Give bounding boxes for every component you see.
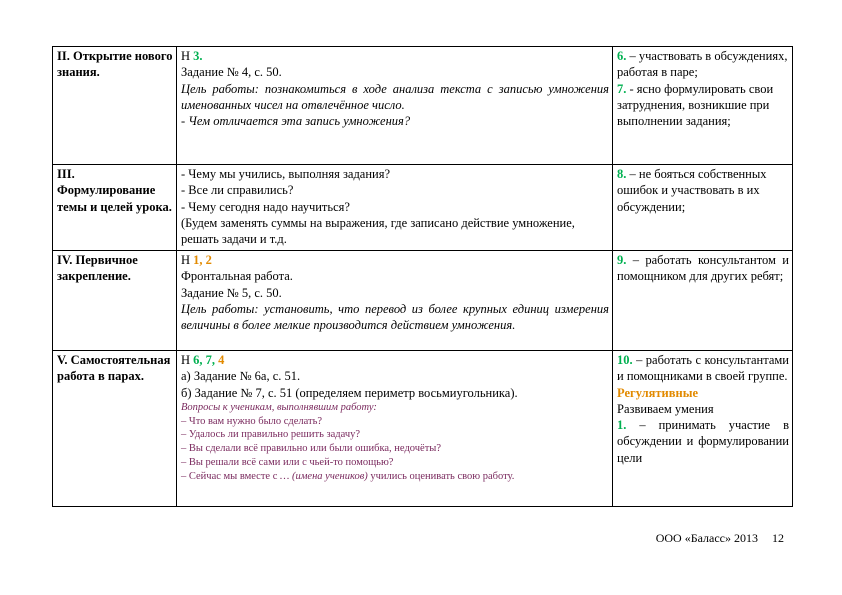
task-number: 1, 2 xyxy=(193,253,212,267)
uud-item xyxy=(617,48,789,81)
uud-text: – работать с консультантами и помощниками в своей группе. xyxy=(617,353,789,384)
stage-label: V. Самостоятельная работа в парах. xyxy=(57,353,171,384)
task-header xyxy=(181,352,609,368)
assignment-line: б) Задание № 7, с. 51 (определяем периметр восьмиугольника). xyxy=(181,385,518,400)
uud-text: – принимать участие в обсуждении и формулировании цели xyxy=(617,418,789,465)
list-item: – Что вам нужно было сделать? xyxy=(181,415,323,427)
page-number: 12 xyxy=(772,531,784,545)
question-part: – Сейчас мы вместе с xyxy=(181,470,281,482)
question-line: - Чем отличается эта запись умножения? xyxy=(181,114,411,129)
uud-number: 7. xyxy=(617,81,627,96)
uud-cell xyxy=(613,251,793,351)
uud-text: – участвовать в обсуждениях, работая в паре; xyxy=(617,49,788,80)
uud-cell xyxy=(613,351,793,507)
stage-cell xyxy=(53,351,177,507)
answer-note: (Будем заменять суммы на выражения, где записано действие умножение, решать задачи и т.д. xyxy=(181,215,575,247)
list-item: – Вы решали всё сами или с чьей-то помощью? xyxy=(181,457,394,469)
list-item: – Удалось ли правильно решить задачу? xyxy=(181,429,361,441)
content-cell xyxy=(177,165,613,251)
assignment-line: Задание № 4, с. 50. xyxy=(181,65,282,80)
uud-text: - ясно формулировать свои затруднения, возникшие при выполнении задания; xyxy=(617,81,774,129)
stage-label: III. Формулирование темы и целей урока. xyxy=(57,167,172,214)
stage-cell xyxy=(53,251,177,351)
uud-number: 6. xyxy=(617,49,627,63)
skills-label: Развиваем умения xyxy=(617,401,714,416)
uud-item xyxy=(617,252,789,285)
task-number: 7, xyxy=(202,353,216,367)
uud-cell xyxy=(613,165,793,251)
question-line: - Чему сегодня надо научиться? xyxy=(181,199,350,214)
uud-item xyxy=(617,166,789,215)
task-prefix: Н xyxy=(181,49,194,63)
table-row xyxy=(53,351,793,507)
uud-text: – не бояться собственных ошибок и участвовать в их обсуждении; xyxy=(617,167,767,214)
uud-cell xyxy=(613,47,793,165)
list-item xyxy=(181,470,609,484)
question-part: … (имена учеников) xyxy=(280,470,368,482)
uud-text: – работать консультантом и помощником для других ребят; xyxy=(617,253,789,284)
questions-title: Вопросы к ученикам, выполнявшим работу: xyxy=(181,401,377,413)
uud-number: 8. xyxy=(617,167,627,181)
uud-number: 10. xyxy=(617,353,633,367)
table-row xyxy=(53,251,793,351)
stage-label: IV. Первичное закрепление. xyxy=(57,253,138,284)
task-number: 3. xyxy=(193,49,203,63)
task-prefix: Н xyxy=(181,353,194,367)
assignment-line: Задание № 5, с. 50. xyxy=(181,285,282,300)
task-header xyxy=(181,48,609,64)
goal-text: Цель работы: установить, что перевод из более крупных единиц измерения величины в более мелкие производится действием умножения. xyxy=(181,301,609,333)
question-line: - Все ли справились? xyxy=(181,183,294,198)
stage-label: II. Открытие нового знания. xyxy=(57,49,173,80)
work-type: Фронтальная работа. xyxy=(181,269,293,284)
question-line: - Чему мы учились, выполняя задания? xyxy=(181,167,391,181)
table-row xyxy=(53,165,793,251)
uud-item xyxy=(617,352,789,385)
task-number: 6, xyxy=(193,353,203,367)
table-row xyxy=(53,47,793,165)
task-prefix: Н xyxy=(181,253,194,267)
list-item: – Вы сделали всё правильно или были ошибка, недочёты? xyxy=(181,443,442,455)
section-title: Регулятивные xyxy=(617,385,699,400)
task-number: 4 xyxy=(215,353,225,367)
uud-item xyxy=(617,81,789,130)
content-cell xyxy=(177,351,613,507)
footer-company: ООО «Баласс» 2013 xyxy=(655,531,758,545)
goal-text: Цель работы: познакомиться в ходе анализа текста с записью умножения именованных чисел на отвлечённое число. xyxy=(181,81,609,112)
page-footer xyxy=(656,531,784,546)
stage-cell xyxy=(53,165,177,251)
question-part: учились оценивать свою работу. xyxy=(367,470,515,482)
task-header xyxy=(181,252,609,268)
assignment-line: а) Задание № 6а, с. 51. xyxy=(181,369,301,384)
uud-item xyxy=(617,417,789,466)
content-cell xyxy=(177,47,613,165)
content-cell xyxy=(177,251,613,351)
stage-cell xyxy=(53,47,177,165)
lesson-plan-table xyxy=(52,46,793,507)
uud-number: 1. xyxy=(617,418,627,433)
uud-number: 9. xyxy=(617,253,627,267)
